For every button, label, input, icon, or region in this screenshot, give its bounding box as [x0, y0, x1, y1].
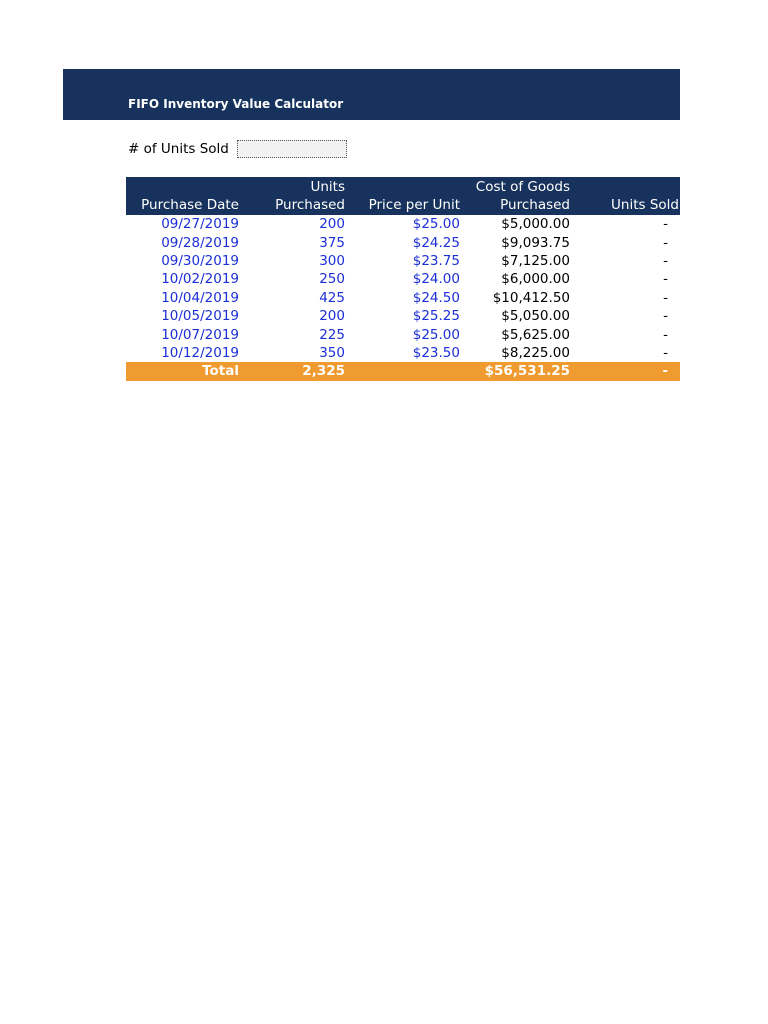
- page-title: FIFO Inventory Value Calculator: [128, 97, 344, 111]
- cost-of-goods-cell: $5,000.00: [501, 216, 570, 233]
- total-row: [126, 362, 680, 380]
- purchase-date-cell[interactable]: 09/30/2019: [161, 252, 239, 269]
- purchase-date-cell[interactable]: 10/07/2019: [161, 326, 239, 343]
- purchase-date-cell[interactable]: 09/27/2019: [161, 216, 239, 233]
- column-header-units-purchased: Units Purchased: [241, 177, 347, 215]
- total-cost-of-goods: $56,531.25: [462, 362, 572, 380]
- total-label: Total: [126, 362, 241, 380]
- purchase-date-cell[interactable]: 09/28/2019: [161, 234, 239, 251]
- cost-of-goods-cell: $6,000.00: [501, 271, 570, 288]
- price-per-unit-cell[interactable]: $24.25: [412, 234, 460, 251]
- units-purchased-cell[interactable]: 225: [319, 326, 345, 343]
- units-sold-cell: -: [663, 216, 668, 233]
- price-per-unit-cell[interactable]: $25.25: [412, 308, 460, 325]
- table-row: [126, 307, 680, 325]
- cost-of-goods-cell: $7,125.00: [501, 252, 570, 269]
- units-purchased-cell[interactable]: 200: [319, 308, 345, 325]
- column-header-price-per-unit: Price per Unit: [347, 177, 462, 215]
- title-bar: [63, 69, 680, 120]
- units-purchased-cell[interactable]: 300: [319, 252, 345, 269]
- table-row: [126, 233, 680, 251]
- fifo-table: [126, 177, 680, 381]
- total-price-per-unit: [347, 362, 462, 380]
- price-per-unit-cell[interactable]: $23.75: [412, 252, 460, 269]
- units-sold-cell: -: [663, 234, 668, 251]
- table-row: [126, 215, 680, 233]
- units-sold-cell: -: [663, 308, 668, 325]
- purchase-date-cell[interactable]: 10/05/2019: [161, 308, 239, 325]
- units-purchased-cell[interactable]: 200: [319, 216, 345, 233]
- purchase-date-cell[interactable]: 10/02/2019: [161, 271, 239, 288]
- cost-of-goods-cell: $5,050.00: [501, 308, 570, 325]
- cost-of-goods-cell: $10,412.50: [492, 289, 570, 306]
- units-sold-cell: -: [663, 289, 668, 306]
- price-per-unit-cell[interactable]: $24.00: [412, 271, 460, 288]
- units-sold-cell: -: [663, 271, 668, 288]
- units-sold-cell: -: [663, 252, 668, 269]
- purchase-date-cell[interactable]: 10/12/2019: [161, 344, 239, 361]
- table-row: [126, 252, 680, 270]
- total-units-purchased: 2,325: [241, 362, 347, 380]
- table-row: [126, 325, 680, 343]
- column-header-cost-of-goods: Cost of Goods Purchased: [462, 177, 572, 215]
- total-units-sold: -: [572, 362, 680, 380]
- units-sold-cell: -: [663, 344, 668, 361]
- units-purchased-cell[interactable]: 375: [319, 234, 345, 251]
- table-row: [126, 289, 680, 307]
- cost-of-goods-cell: $9,093.75: [501, 234, 570, 251]
- price-per-unit-cell[interactable]: $25.00: [412, 326, 460, 343]
- purchase-date-cell[interactable]: 10/04/2019: [161, 289, 239, 306]
- table-header-row: [126, 177, 680, 215]
- cost-of-goods-cell: $5,625.00: [501, 326, 570, 343]
- price-per-unit-cell[interactable]: $24.50: [412, 289, 460, 306]
- units-purchased-cell[interactable]: 425: [319, 289, 345, 306]
- table-row: [126, 344, 680, 362]
- cost-of-goods-cell: $8,225.00: [501, 344, 570, 361]
- units-sold-label: # of Units Sold: [128, 141, 229, 157]
- units-sold-input[interactable]: [237, 140, 347, 158]
- units-purchased-cell[interactable]: 250: [319, 271, 345, 288]
- units-sold-cell: -: [663, 326, 668, 343]
- table-row: [126, 270, 680, 288]
- price-per-unit-cell[interactable]: $23.50: [412, 344, 460, 361]
- column-header-units-sold: Units Sold: [572, 177, 680, 215]
- column-header-purchase-date: Purchase Date: [126, 177, 241, 215]
- units-purchased-cell[interactable]: 350: [319, 344, 345, 361]
- price-per-unit-cell[interactable]: $25.00: [412, 216, 460, 233]
